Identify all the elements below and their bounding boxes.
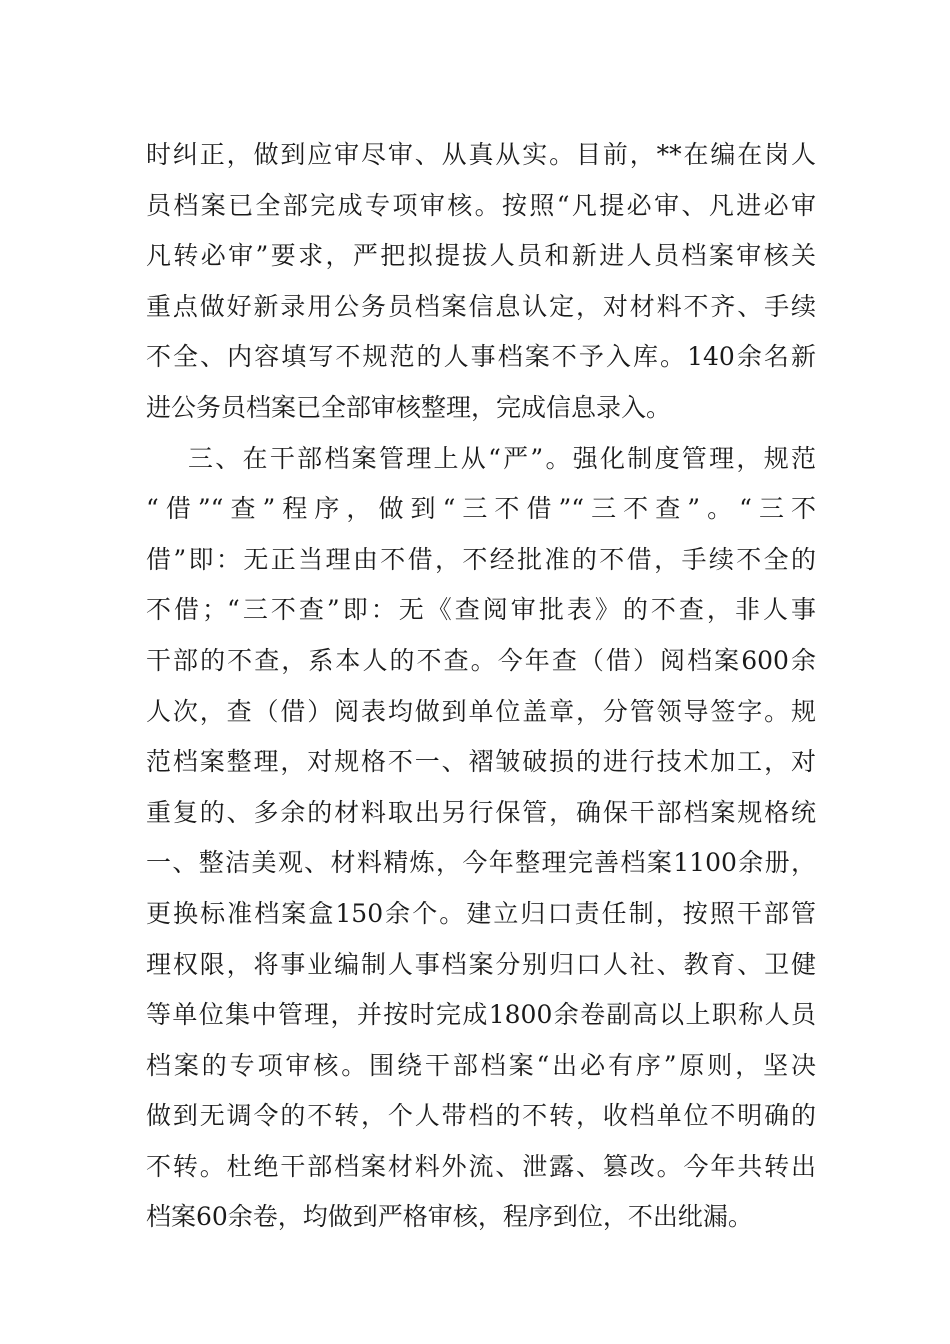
text-line-20: 做到无调令的不转，个人带档的不转，收档单位不明确的 [146,1101,816,1131]
text-line-19: 档案的专项审核。围绕干部档案“出必有序”原则，坚决 [146,1050,816,1080]
text-line-13: 范档案整理，对规格不一、褶皱破损的进行技术加工，对 [146,747,816,777]
text-line-10: 不借；“三不查”即：无《查阅审批表》的不查，非人事 [146,595,816,625]
text-line-17: 理权限，将事业编制人事档案分别归口人社、教育、卫健 [146,949,816,979]
text-line-12: 人次，查（借）阅表均做到单位盖章，分管领导签字。规 [146,696,816,726]
text-line-16: 更换标准档案盒150余个。建立归口责任制，按照干部管 [146,898,816,928]
text-line-1: 时纠正，做到应审尽审、从真从实。目前，**在编在岗人 [146,140,816,169]
text-line-3: 凡转必审”要求，严把拟提拔人员和新进人员档案审核关 [146,241,816,271]
text-line-14: 重复的、多余的材料取出另行保管，确保干部档案规格统 [146,797,816,827]
text-line-15: 一、整洁美观、材料精炼，今年整理完善档案1100余册， [146,848,816,878]
text-line-2: 员档案已全部完成专项审核。按照“凡提必审、凡进必审 [146,190,816,220]
text-line-22: 档案60余卷，均做到严格审核，程序到位，不出纰漏。 [146,1202,753,1232]
text-line-4: 重点做好新录用公务员档案信息认定，对材料不齐、手续 [146,291,816,321]
text-line-8: “借”“查”程序，做到“三不借”“三不查”。“三不 [146,494,816,524]
text-line-11: 干部的不查，系本人的不查。今年查（借）阅档案600余 [146,645,816,675]
document-body [146,130,816,1243]
text-line-21: 不转。杜绝干部档案材料外流、泄露、篡改。今年共转出 [146,1151,816,1181]
text-line-5: 不全、内容填写不规范的人事档案不予入库。140余名新 [146,342,816,372]
text-line-18: 等单位集中管理，并按时完成1800余卷副高以上职称人员 [146,1000,816,1030]
text-line-7-paragraph-start: 三、在干部档案管理上从“严”。强化制度管理，规范 [188,443,816,473]
text-line-9: 借”即：无正当理由不借，不经批准的不借，手续不全的 [146,544,816,574]
text-line-6: 进公务员档案已全部审核整理，完成信息录入。 [146,392,672,422]
